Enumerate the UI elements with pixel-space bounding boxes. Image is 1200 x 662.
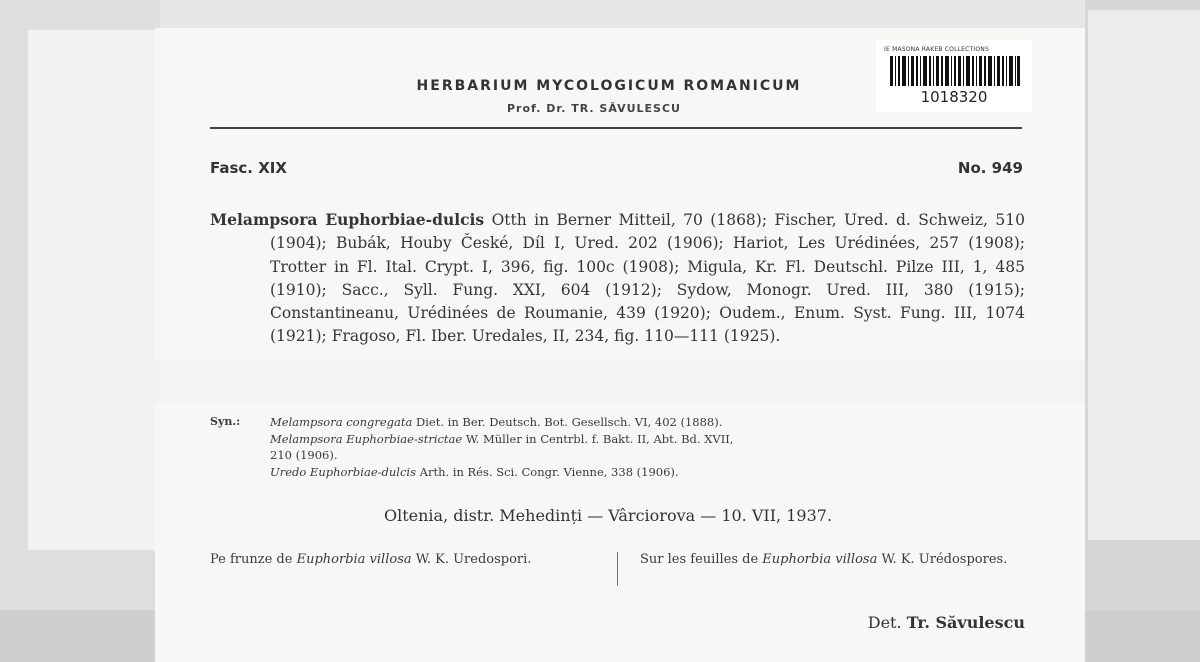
barcode-institution: IE MASONA RAKEB COLLECTIONS — [884, 46, 989, 53]
background-right-paper — [1088, 10, 1200, 540]
synonym-1: Melampsora congregata Diet. in Ber. Deutsch. Bot. Gesellsch. VI, 402 (1888). — [270, 415, 723, 429]
barcode-icon — [890, 56, 1020, 86]
curator-name: Prof. Dr. TR. SĂVULESCU — [506, 102, 681, 115]
herbarium-title: HERBARIUM MYCOLOGICUM ROMANICUM — [416, 78, 802, 94]
species-name: Melampsora Euphorbiae-dulcis — [210, 210, 485, 229]
species-references — [210, 208, 1025, 349]
header-rule — [210, 127, 1022, 129]
synonym-2-continued: 210 (1906). — [270, 448, 338, 462]
synonyms-label: Syn.: — [210, 415, 241, 428]
barcode-label — [876, 40, 1032, 112]
fascicle-number: Fasc. XIX — [210, 159, 287, 177]
column-divider — [617, 552, 618, 586]
host-romanian: Pe frunze de Euphorbia villosa W. K. Uredospori. — [210, 552, 532, 567]
collection-locality: Oltenia, distr. Mehedinți — Vârciorova — 10. VII, 1937. — [383, 506, 833, 525]
herbarium-label — [155, 28, 1085, 662]
synonym-2: Melampsora Euphorbiae-strictae W. Müller in Centrbl. f. Bakt. II, Abt. Bd. XVII, — [270, 431, 734, 446]
specimen-number: No. 949 — [957, 159, 1023, 177]
synonyms-block — [210, 414, 1030, 480]
label-shadow-band — [155, 360, 1085, 402]
barcode-number: 1018320 — [920, 88, 988, 106]
reference-list: Otth in Berner Mitteil, 70 (1868); Fischer, Ured. d. Schweiz, 510 (1904); Bubák, Houby České, Díl I, Ured. 202 (1906); Hariot, Les Urédinées, 257 (1908); Trotter in Fl. Ital. Crypt. I, 396, fig. 100c (1908); Migula, Kr. Fl. Deutschl. Pilze III, 1, 485 (1910); Sacc., Syll. Fung. XXI, 604 (1912); Sydow, Monogr. Ured. III, 380 (1915); Constantineanu, Urédinées de Roumanie, 439 (1920); Oudem., Enum. Syst. Fung. III, 1074 (1921); Fragoso, Fl. Iber. Uredales, II, 234, fig. 110—111 (1925). — [270, 211, 1025, 346]
synonym-3: Uredo Euphorbiae-dulcis Arth. in Rés. Sci. Congr. Vienne, 338 (1906). — [270, 464, 679, 479]
host-french: Sur les feuilles de Euphorbia villosa W. K. Urédospores. — [640, 552, 1008, 567]
determiner: Det. Tr. Săvulescu — [867, 613, 1025, 632]
